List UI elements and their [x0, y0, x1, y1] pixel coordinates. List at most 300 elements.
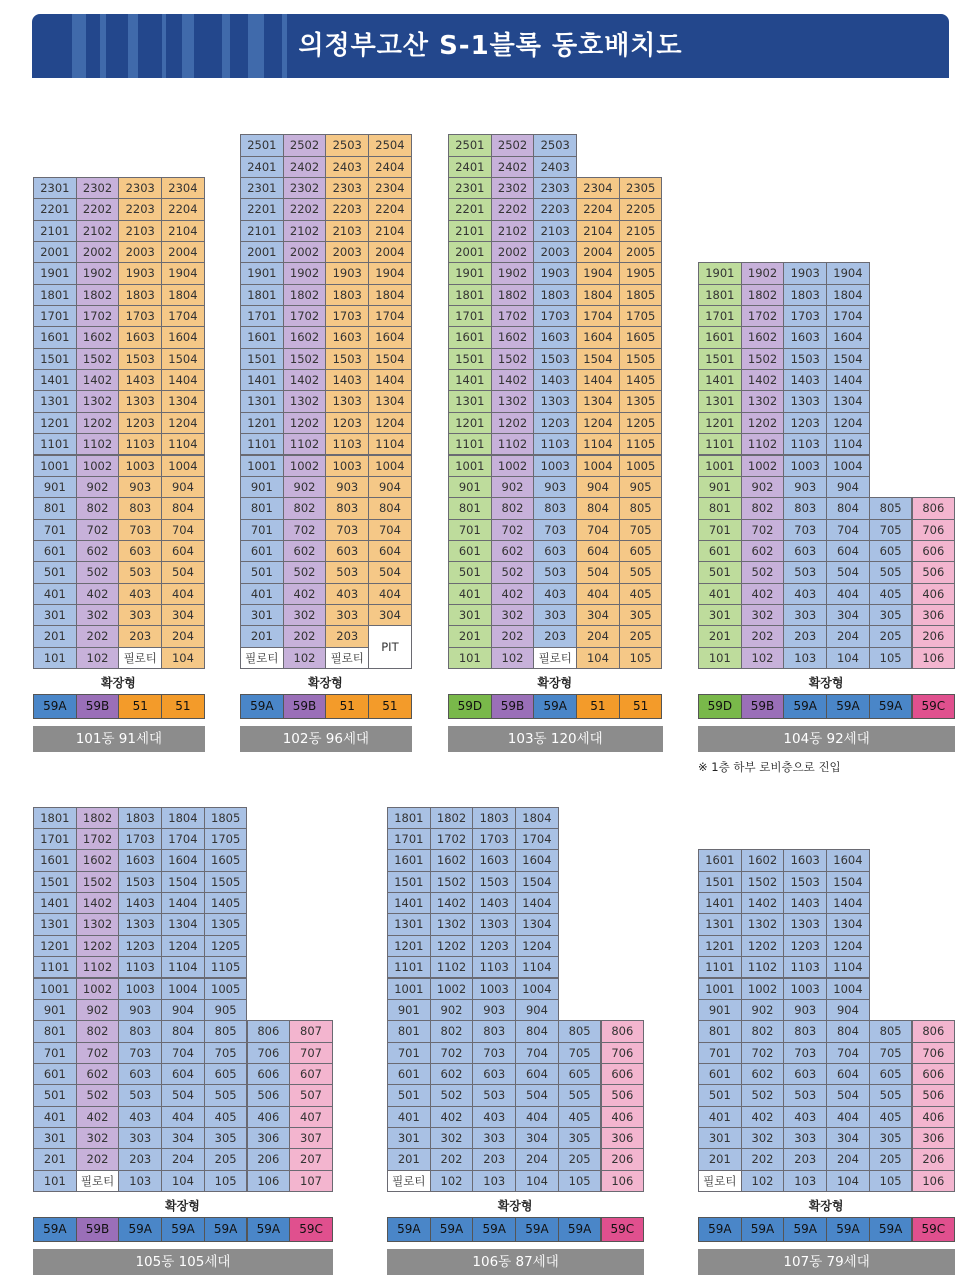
unit-cell: 703: [118, 1042, 162, 1064]
unit-cell: 2201: [448, 198, 492, 220]
unit-cell: 902: [430, 999, 474, 1021]
unit-type-cell: 51: [576, 694, 620, 719]
unit-cell: 2001: [33, 241, 77, 263]
unit-cell: 1601: [33, 326, 77, 348]
unit-cell: 402: [283, 583, 327, 605]
unit-cell: 1401: [448, 369, 492, 391]
unit-cell: 104: [576, 647, 620, 669]
unit-cell: 2001: [240, 241, 284, 263]
unit-cell: 1301: [698, 913, 742, 935]
unit-cell: 403: [118, 583, 162, 605]
unit-cell: 201: [698, 625, 742, 647]
unit-cell: 604: [826, 540, 870, 562]
unit-cell: 402: [430, 1106, 474, 1128]
unit-cell: 2304: [161, 177, 205, 199]
unit-cell: 503: [472, 1084, 516, 1106]
unit-cell: 1301: [448, 390, 492, 412]
unit-cell: 804: [161, 497, 205, 519]
unit-cell: 1404: [161, 369, 205, 391]
unit-cell: 1704: [161, 305, 205, 327]
unit-cell: 804: [368, 497, 412, 519]
building-footer: 105동 105세대: [33, 1249, 333, 1275]
unit-cell: 807: [289, 1020, 333, 1042]
unit-cell: 806: [912, 497, 956, 519]
unit-cell: 504: [826, 1084, 870, 1106]
unit-cell: 601: [240, 540, 284, 562]
unit-cell: 1001: [448, 455, 492, 477]
unit-cell: 1103: [472, 956, 516, 978]
unit-type-cell: 59A: [783, 1217, 827, 1242]
unit-cell: 604: [368, 540, 412, 562]
unit-cell: 401: [698, 1106, 742, 1128]
unit-cell: 1803: [472, 807, 516, 829]
unit-type-cell: 59A: [741, 1217, 785, 1242]
unit-cell: 1804: [161, 284, 205, 306]
unit-cell: 304: [515, 1127, 559, 1149]
unit-type-cell: 59A: [240, 694, 284, 719]
unit-cell: 1503: [783, 871, 827, 893]
unit-cell: 703: [325, 519, 369, 541]
unit-cell: 2304: [368, 177, 412, 199]
unit-cell: 1001: [698, 455, 742, 477]
unit-cell: 601: [698, 540, 742, 562]
unit-cell: 1201: [240, 412, 284, 434]
unit-cell: 1503: [472, 871, 516, 893]
unit-cell: 503: [118, 561, 162, 583]
unit-cell: 303: [118, 604, 162, 626]
unit-type-cell: 59D: [448, 694, 492, 719]
unit-cell: 1301: [33, 390, 77, 412]
unit-cell: 703: [783, 519, 827, 541]
unit-type-cell: 59A: [698, 1217, 742, 1242]
unit-cell: 2202: [283, 198, 327, 220]
unit-cell: 1702: [76, 828, 120, 850]
unit-cell: 1002: [430, 978, 474, 1000]
unit-cell: 406: [912, 1106, 956, 1128]
unit-cell: 1701: [698, 305, 742, 327]
unit-cell: 101: [448, 647, 492, 669]
unit-cell: 1003: [533, 455, 577, 477]
unit-cell: 1103: [118, 433, 162, 455]
unit-cell: 904: [826, 476, 870, 498]
unit-cell: 1102: [76, 433, 120, 455]
unit-cell: 1803: [533, 284, 577, 306]
unit-cell: 206: [912, 1148, 956, 1170]
unit-cell: 2101: [33, 220, 77, 242]
unit-cell: 1105: [619, 433, 663, 455]
unit-cell: 504: [515, 1084, 559, 1106]
unit-cell: 105: [869, 647, 913, 669]
unit-type-cell: 59A: [533, 694, 577, 719]
unit-cell: 1205: [619, 412, 663, 434]
unit-cell: 504: [161, 561, 205, 583]
unit-cell: 1104: [826, 433, 870, 455]
unit-cell: 704: [161, 519, 205, 541]
unit-type-cell: 59A: [783, 694, 827, 719]
unit-cell: 1401: [698, 369, 742, 391]
unit-cell: 1104: [576, 433, 620, 455]
unit-cell: 405: [869, 583, 913, 605]
unit-cell: 1404: [826, 369, 870, 391]
unit-cell: 필로티: [698, 1170, 742, 1192]
unit-cell: 802: [741, 497, 785, 519]
unit-cell: 1202: [283, 412, 327, 434]
unit-cell: 903: [118, 999, 162, 1021]
unit-cell: 402: [491, 583, 535, 605]
unit-cell: 1003: [325, 455, 369, 477]
unit-cell: 1204: [368, 412, 412, 434]
unit-cell: 803: [118, 1020, 162, 1042]
unit-cell: 501: [698, 561, 742, 583]
unit-cell: 702: [430, 1042, 474, 1064]
unit-cell: 603: [118, 540, 162, 562]
unit-cell: 1103: [118, 956, 162, 978]
unit-cell: 605: [204, 1063, 248, 1085]
type-label: 확장형: [497, 1199, 533, 1213]
unit-cell: 702: [283, 519, 327, 541]
unit-cell: 1104: [161, 956, 205, 978]
unit-cell: 1603: [472, 849, 516, 871]
unit-cell: 1101: [698, 433, 742, 455]
unit-cell: 106: [601, 1170, 645, 1192]
unit-cell: 1603: [533, 326, 577, 348]
unit-cell: 1303: [472, 913, 516, 935]
unit-type-cell: 59C: [289, 1217, 333, 1242]
unit-cell: 2104: [576, 220, 620, 242]
unit-cell: 203: [118, 625, 162, 647]
unit-cell: 2001: [448, 241, 492, 263]
unit-cell: 306: [912, 1127, 956, 1149]
unit-cell: 801: [387, 1020, 431, 1042]
unit-cell: 402: [76, 1106, 120, 1128]
unit-cell: 1303: [783, 913, 827, 935]
unit-cell: 2403: [533, 156, 577, 178]
unit-cell: 2401: [240, 156, 284, 178]
unit-cell: 706: [247, 1042, 291, 1064]
unit-cell: 1703: [533, 305, 577, 327]
unit-cell: 1403: [533, 369, 577, 391]
unit-cell: 402: [741, 583, 785, 605]
unit-cell: PIT: [368, 625, 412, 669]
unit-cell: 필로티: [118, 647, 162, 669]
unit-cell: 403: [783, 583, 827, 605]
unit-cell: 1904: [826, 262, 870, 284]
unit-cell: 1504: [826, 871, 870, 893]
unit-cell: 1201: [698, 935, 742, 957]
unit-cell: 106: [912, 1170, 956, 1192]
unit-cell: 404: [826, 583, 870, 605]
unit-cell: 1404: [161, 892, 205, 914]
unit-cell: 1402: [741, 369, 785, 391]
unit-cell: 506: [912, 561, 956, 583]
unit-cell: 1003: [118, 978, 162, 1000]
unit-cell: 2303: [118, 177, 162, 199]
unit-cell: 701: [448, 519, 492, 541]
unit-cell: 1504: [576, 348, 620, 370]
unit-cell: 505: [869, 1084, 913, 1106]
unit-cell: 1204: [576, 412, 620, 434]
unit-cell: 1304: [576, 390, 620, 412]
unit-cell: 102: [741, 1170, 785, 1192]
unit-cell: 701: [698, 1042, 742, 1064]
unit-cell: 203: [118, 1148, 162, 1170]
unit-cell: 605: [558, 1063, 602, 1085]
unit-cell: 305: [869, 1127, 913, 1149]
unit-cell: 1403: [783, 369, 827, 391]
unit-cell: 302: [430, 1127, 474, 1149]
unit-cell: 301: [448, 604, 492, 626]
unit-cell: 2203: [533, 198, 577, 220]
unit-cell: 2503: [325, 134, 369, 156]
unit-cell: 1003: [118, 455, 162, 477]
unit-cell: 1002: [741, 978, 785, 1000]
unit-cell: 1804: [826, 284, 870, 306]
unit-cell: 1302: [741, 913, 785, 935]
unit-cell: 1401: [33, 369, 77, 391]
unit-cell: 804: [576, 497, 620, 519]
unit-cell: 1002: [76, 455, 120, 477]
unit-cell: 1004: [826, 978, 870, 1000]
unit-cell: 1603: [783, 326, 827, 348]
unit-cell: 2403: [325, 156, 369, 178]
unit-cell: 1501: [387, 871, 431, 893]
unit-cell: 704: [368, 519, 412, 541]
unit-cell: 1903: [118, 262, 162, 284]
unit-cell: 404: [368, 583, 412, 605]
unit-cell: 805: [558, 1020, 602, 1042]
unit-cell: 404: [161, 1106, 205, 1128]
unit-cell: 1103: [783, 433, 827, 455]
unit-cell: 1403: [472, 892, 516, 914]
unit-cell: 302: [491, 604, 535, 626]
unit-cell: 1502: [491, 348, 535, 370]
unit-type-cell: 59A: [430, 1217, 474, 1242]
unit-cell: 307: [289, 1127, 333, 1149]
unit-cell: 1902: [283, 262, 327, 284]
unit-cell: 1602: [430, 849, 474, 871]
unit-cell: 1902: [76, 262, 120, 284]
unit-cell: 1904: [368, 262, 412, 284]
unit-cell: 1801: [33, 284, 77, 306]
unit-cell: 1504: [826, 348, 870, 370]
unit-cell: 503: [783, 561, 827, 583]
unit-cell: 1102: [741, 433, 785, 455]
building-footer: 103동 120세대: [448, 726, 663, 752]
unit-cell: 1305: [619, 390, 663, 412]
unit-cell: 801: [448, 497, 492, 519]
unit-cell: 1901: [698, 262, 742, 284]
unit-cell: 2301: [240, 177, 284, 199]
unit-cell: 1302: [76, 913, 120, 935]
unit-cell: 404: [515, 1106, 559, 1128]
unit-cell: 606: [601, 1063, 645, 1085]
unit-cell: 707: [289, 1042, 333, 1064]
unit-cell: 1903: [783, 262, 827, 284]
unit-cell: 704: [576, 519, 620, 541]
unit-type-cell: 51: [161, 694, 205, 719]
unit-cell: 203: [783, 1148, 827, 1170]
unit-cell: 1801: [33, 807, 77, 829]
building-footer: 104동 92세대: [698, 726, 955, 752]
unit-cell: 1501: [448, 348, 492, 370]
unit-cell: 2101: [448, 220, 492, 242]
unit-cell: 204: [826, 1148, 870, 1170]
unit-cell: 1103: [325, 433, 369, 455]
unit-cell: 502: [741, 1084, 785, 1106]
unit-cell: 1303: [325, 390, 369, 412]
unit-cell: 1602: [741, 849, 785, 871]
unit-cell: 2302: [491, 177, 535, 199]
unit-cell: 2203: [118, 198, 162, 220]
unit-cell: 1404: [576, 369, 620, 391]
unit-cell: 1803: [118, 284, 162, 306]
unit-cell: 603: [118, 1063, 162, 1085]
unit-type-cell: 59B: [491, 694, 535, 719]
unit-cell: 607: [289, 1063, 333, 1085]
unit-cell: 1501: [240, 348, 284, 370]
unit-cell: 603: [472, 1063, 516, 1085]
unit-cell: 702: [741, 519, 785, 541]
unit-cell: 205: [619, 625, 663, 647]
unit-cell: 601: [448, 540, 492, 562]
type-label: 확장형: [101, 676, 136, 690]
unit-cell: 502: [491, 561, 535, 583]
unit-cell: 1401: [698, 892, 742, 914]
unit-cell: 401: [240, 583, 284, 605]
unit-cell: 1803: [118, 807, 162, 829]
unit-cell: 701: [33, 1042, 77, 1064]
unit-cell: 1401: [33, 892, 77, 914]
unit-cell: 506: [247, 1084, 291, 1106]
unit-cell: 필로티: [387, 1170, 431, 1192]
unit-cell: 301: [387, 1127, 431, 1149]
unit-cell: 1202: [76, 412, 120, 434]
unit-cell: 1505: [619, 348, 663, 370]
unit-cell: 1203: [325, 412, 369, 434]
unit-cell: 1901: [33, 262, 77, 284]
unit-cell: 2303: [325, 177, 369, 199]
unit-cell: 1801: [240, 284, 284, 306]
unit-cell: 201: [33, 625, 77, 647]
unit-type-cell: 59B: [283, 694, 327, 719]
unit-cell: 1601: [698, 849, 742, 871]
building-footer: 106동 87세대: [387, 1249, 644, 1275]
unit-cell: 1304: [368, 390, 412, 412]
footnote: ※ 1층 하부 로비층으로 진입: [698, 760, 841, 774]
unit-cell: 202: [430, 1148, 474, 1170]
unit-cell: 1802: [430, 807, 474, 829]
unit-cell: 604: [515, 1063, 559, 1085]
unit-cell: 502: [283, 561, 327, 583]
unit-cell: 104: [826, 647, 870, 669]
unit-cell: 1304: [161, 913, 205, 935]
unit-cell: 1802: [76, 807, 120, 829]
unit-cell: 1702: [283, 305, 327, 327]
unit-cell: 1704: [161, 828, 205, 850]
unit-cell: 2104: [161, 220, 205, 242]
unit-cell: 1604: [368, 326, 412, 348]
unit-cell: 202: [491, 625, 535, 647]
unit-cell: 201: [240, 625, 284, 647]
unit-cell: 2402: [491, 156, 535, 178]
unit-cell: 2104: [368, 220, 412, 242]
unit-cell: 905: [619, 476, 663, 498]
unit-cell: 602: [741, 540, 785, 562]
unit-cell: 502: [741, 561, 785, 583]
unit-cell: 1602: [491, 326, 535, 348]
unit-cell: 2501: [448, 134, 492, 156]
unit-cell: 804: [515, 1020, 559, 1042]
unit-cell: 1201: [448, 412, 492, 434]
unit-type-cell: 59C: [601, 1217, 645, 1242]
unit-cell: 2004: [576, 241, 620, 263]
unit-cell: 1004: [368, 455, 412, 477]
unit-cell: 902: [741, 999, 785, 1021]
unit-cell: 903: [783, 476, 827, 498]
unit-cell: 1304: [826, 913, 870, 935]
unit-cell: 1203: [783, 935, 827, 957]
unit-cell: 1204: [161, 935, 205, 957]
unit-cell: 1203: [118, 412, 162, 434]
unit-cell: 401: [698, 583, 742, 605]
unit-cell: 2103: [325, 220, 369, 242]
unit-cell: 1501: [33, 348, 77, 370]
unit-cell: 1201: [33, 935, 77, 957]
unit-cell: 1501: [698, 871, 742, 893]
unit-cell: 2002: [491, 241, 535, 263]
unit-cell: 202: [76, 625, 120, 647]
unit-cell: 1602: [76, 849, 120, 871]
unit-cell: 503: [783, 1084, 827, 1106]
unit-cell: 704: [161, 1042, 205, 1064]
unit-cell: 204: [515, 1148, 559, 1170]
unit-cell: 104: [826, 1170, 870, 1192]
unit-cell: 306: [247, 1127, 291, 1149]
unit-cell: 305: [558, 1127, 602, 1149]
unit-cell: 702: [741, 1042, 785, 1064]
unit-cell: 1005: [619, 455, 663, 477]
unit-cell: 503: [325, 561, 369, 583]
unit-cell: 602: [76, 1063, 120, 1085]
unit-cell: 2204: [368, 198, 412, 220]
unit-cell: 1703: [325, 305, 369, 327]
unit-cell: 1001: [240, 455, 284, 477]
unit-cell: 1703: [118, 828, 162, 850]
unit-cell: 1604: [826, 849, 870, 871]
unit-cell: 1802: [283, 284, 327, 306]
unit-cell: 필로티: [533, 647, 577, 669]
unit-cell: 2002: [76, 241, 120, 263]
unit-cell: 405: [558, 1106, 602, 1128]
unit-cell: 606: [912, 1063, 956, 1085]
unit-cell: 1001: [387, 978, 431, 1000]
unit-cell: 701: [387, 1042, 431, 1064]
unit-cell: 1405: [204, 892, 248, 914]
unit-cell: 2503: [533, 134, 577, 156]
unit-cell: 403: [118, 1106, 162, 1128]
unit-cell: 2003: [533, 241, 577, 263]
unit-cell: 302: [283, 604, 327, 626]
unit-cell: 104: [515, 1170, 559, 1192]
unit-cell: 1301: [387, 913, 431, 935]
unit-cell: 1302: [283, 390, 327, 412]
unit-cell: 102: [741, 647, 785, 669]
unit-cell: 1601: [33, 849, 77, 871]
unit-cell: 203: [533, 625, 577, 647]
unit-type-cell: 59A: [826, 694, 870, 719]
unit-cell: 903: [533, 476, 577, 498]
unit-cell: 1801: [698, 284, 742, 306]
